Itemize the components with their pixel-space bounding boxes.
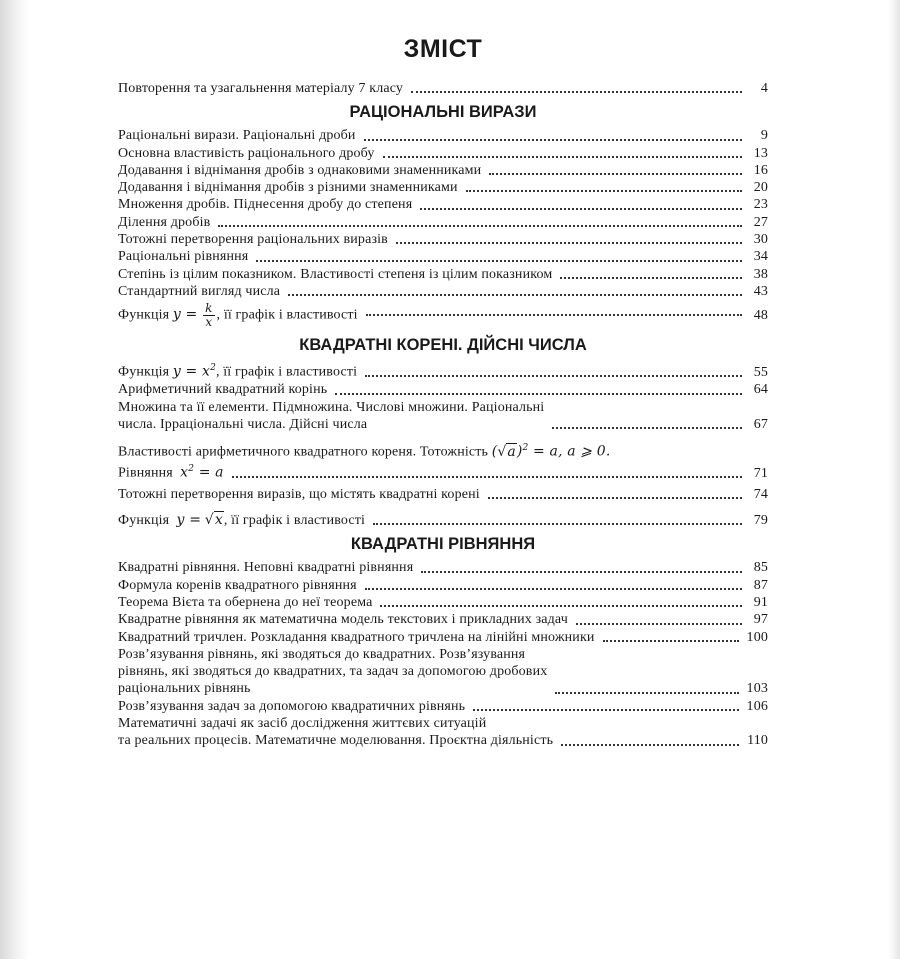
dot-leader <box>488 497 742 499</box>
entry-text: Арифметичний квадратний корінь <box>118 382 328 398</box>
toc-section-quadratic-equations <box>118 559 768 749</box>
toc-entry[interactable] <box>118 629 768 646</box>
entry-text <box>118 646 547 698</box>
entry-text: Тотожні перетворення виразів, що містять квадратні корені <box>118 487 480 503</box>
toc-entry[interactable] <box>118 196 768 213</box>
dot-leader <box>218 225 742 227</box>
scan-shadow-right <box>888 0 900 959</box>
entry-text <box>118 302 358 329</box>
entry-text: Квадратні рівняння. Неповні квадратні рівняння <box>118 560 414 576</box>
section-heading-rational-expressions: РАЦІОНАЛЬНІ ВИРАЗИ <box>349 103 537 122</box>
page-number: 87 <box>753 577 768 593</box>
page-number: 34 <box>753 249 768 265</box>
dot-leader <box>380 605 742 607</box>
page-number: 100 <box>746 629 768 645</box>
radicand: x <box>214 512 223 529</box>
page-number: 106 <box>746 698 768 714</box>
page-number: 67 <box>753 416 768 432</box>
page-title: ЗМІСТ <box>403 35 483 63</box>
dot-leader <box>561 744 739 746</box>
dot-leader <box>383 156 742 158</box>
fraction-denominator: x <box>205 314 213 329</box>
formula-open-paren: ( <box>491 443 498 460</box>
dot-leader <box>365 588 742 590</box>
toc-entry[interactable] <box>118 360 768 381</box>
page-number: 27 <box>753 214 768 230</box>
exponent: 2 <box>210 363 216 374</box>
square-root: √x <box>204 512 223 529</box>
entry-line: числа. Ірраціональні числа. Дійсні числа <box>118 416 368 432</box>
entry-line: Розв’язування рівнянь, які зводяться до квадратних. Розв’язування <box>118 646 526 662</box>
toc-entry[interactable] <box>118 698 768 715</box>
entry-suffix: , її графік і властивості <box>223 513 366 529</box>
page-number: 43 <box>753 283 768 299</box>
dot-leader <box>421 571 742 573</box>
fraction <box>203 302 214 329</box>
page-number: 110 <box>747 733 768 749</box>
entry-line: Множина та її елементи. Підмножина. Числові множини. Раціональні <box>118 399 545 415</box>
toc-entry[interactable] <box>118 162 768 179</box>
entry-line: та реальних процесів. Математичне моделювання. Проєктна діяльність <box>118 733 554 749</box>
toc-entry[interactable] <box>118 214 768 231</box>
toc-entry[interactable] <box>118 611 768 628</box>
toc-entry[interactable] <box>118 231 768 248</box>
entry-text: Тотожні перетворення раціональних виразів <box>118 232 388 248</box>
toc-section-rational-expressions <box>118 127 768 330</box>
page-number: 4 <box>760 81 768 96</box>
exponent: 2 <box>522 443 529 454</box>
entry-text <box>118 360 357 381</box>
toc-entry[interactable] <box>118 594 768 611</box>
page-number: 23 <box>753 197 768 213</box>
toc-entry[interactable] <box>118 399 768 434</box>
table-of-contents <box>118 32 768 750</box>
dot-leader <box>366 314 742 316</box>
toc-entry[interactable] <box>118 486 768 503</box>
entry-text: Додавання і віднімання дробів з різними знаменниками <box>118 180 458 196</box>
formula: y = x <box>172 363 211 380</box>
entry-text <box>118 399 544 434</box>
section-heading-square-roots: КВАДРАТНІ КОРЕНІ. ДІЙСНІ ЧИСЛА <box>299 336 587 355</box>
page-number: 64 <box>753 382 768 398</box>
toc-entry[interactable] <box>118 127 768 144</box>
dot-leader <box>335 393 742 395</box>
entry-text: Формула коренів квадратного рівняння <box>118 577 357 593</box>
page-number: 74 <box>753 487 768 503</box>
toc-entry[interactable] <box>118 507 768 529</box>
entry-text: Множення дробів. Піднесення дробу до степеня <box>118 197 413 213</box>
dot-leader <box>396 242 742 244</box>
page-number: 9 <box>760 128 768 144</box>
toc-entry[interactable] <box>118 577 768 594</box>
entry-suffix: , її графік і властивості <box>215 364 358 380</box>
entry-text: Повторення та узагальнення матеріалу 7 класу <box>118 81 404 96</box>
entry-prefix: Рівняння <box>118 465 173 481</box>
toc-entry[interactable] <box>118 300 768 330</box>
dot-leader <box>552 427 742 429</box>
dot-leader <box>489 173 742 175</box>
entry-text: Теорема Вієта та обернена до неї теорема <box>118 594 373 610</box>
page-number: 48 <box>753 307 768 323</box>
toc-intro <box>118 80 768 97</box>
formula: x <box>180 464 189 481</box>
dot-leader <box>555 692 738 694</box>
formula-lhs: y = <box>172 306 198 323</box>
toc-entry[interactable] <box>118 248 768 265</box>
dot-leader <box>365 375 742 377</box>
page-number: 91 <box>753 594 768 610</box>
square-root: √a <box>497 443 516 460</box>
dot-leader <box>373 523 742 525</box>
section-heading-quadratic-equations: КВАДРАТНІ РІВНЯННЯ <box>350 535 536 554</box>
toc-entry[interactable] <box>118 266 768 283</box>
toc-section-square-roots <box>118 360 768 529</box>
fraction-numerator: k <box>205 300 213 315</box>
dot-leader <box>473 709 738 711</box>
entry-line: Математичні задачі як засіб дослідження життєвих ситуацій <box>118 716 487 732</box>
entry-text <box>118 715 553 750</box>
entry-text <box>118 461 224 482</box>
toc-entry[interactable] <box>118 559 768 576</box>
toc-entry[interactable] <box>118 381 768 398</box>
toc-entry-intro[interactable] <box>118 80 768 97</box>
entry-text: Додавання і віднімання дробів з однаковими знаменниками <box>118 162 482 178</box>
toc-entry[interactable] <box>118 283 768 300</box>
page-number: 20 <box>753 180 768 196</box>
entry-text: Стандартний вигляд числа <box>118 283 281 299</box>
dot-leader <box>288 294 742 296</box>
toc-entry[interactable] <box>118 437 768 461</box>
entry-text: Основна властивість раціонального дробу <box>118 145 375 161</box>
toc-entry[interactable] <box>118 461 768 482</box>
formula-close-paren: ) <box>516 443 523 460</box>
dot-leader <box>364 139 742 141</box>
formula: y = <box>176 512 202 529</box>
entry-text: Ділення дробів <box>118 214 211 230</box>
page-number: 55 <box>753 364 768 380</box>
exponent: 2 <box>188 464 195 475</box>
dot-leader <box>576 623 742 625</box>
toc-entry[interactable] <box>118 145 768 162</box>
dot-leader <box>420 208 742 210</box>
entry-text: Степінь із цілим показником. Властивості степеня із цілим показником <box>118 266 553 282</box>
dot-leader <box>560 277 742 279</box>
dot-leader <box>232 476 742 478</box>
entry-text: Розв’язування задач за допомогою квадратичних рівнянь <box>118 698 466 714</box>
page-number: 103 <box>746 681 768 697</box>
dot-leader <box>466 190 742 192</box>
formula-tail: = a, a ⩾ 0. <box>528 443 611 460</box>
toc-entry[interactable] <box>118 715 768 750</box>
entry-prefix: Властивості арифметичного квадратного кореня. Тотожність <box>118 444 489 460</box>
page-number: 79 <box>753 513 768 529</box>
entry-line: раціональних рівнянь <box>118 681 251 697</box>
dot-leader <box>256 260 742 262</box>
entry-prefix: Функція <box>118 364 170 380</box>
page-number: 38 <box>753 266 768 282</box>
scan-shadow-left <box>0 0 30 959</box>
toc-entry[interactable] <box>118 646 768 698</box>
entry-text <box>118 512 365 529</box>
page-number: 13 <box>753 145 768 161</box>
entry-text: Квадратний тричлен. Розкладання квадратного тричлена на лінійні множники <box>118 629 595 645</box>
entry-prefix: Функція <box>118 307 170 323</box>
entry-text: Квадратне рівняння як математична модель текстових і прикладних задач <box>118 612 568 628</box>
entry-text: Раціональні рівняння <box>118 249 249 265</box>
toc-entry[interactable] <box>118 179 768 196</box>
formula-tail: = a <box>194 464 224 481</box>
page-number: 85 <box>753 560 768 576</box>
page-number: 16 <box>753 162 768 178</box>
page-number: 97 <box>753 612 768 628</box>
entry-suffix: , її графік і властивості <box>216 307 358 323</box>
page-number: 30 <box>753 232 768 248</box>
entry-text: Раціональні вирази. Раціональні дроби <box>118 128 356 144</box>
entry-line: рівнянь, які зводяться до квадратних, та задач за допомогою дробових <box>118 664 548 680</box>
entry-prefix: Функція <box>118 513 170 529</box>
entry-text <box>118 440 610 461</box>
page-number: 71 <box>753 465 768 481</box>
dot-leader <box>411 91 742 93</box>
radicand: a <box>507 443 516 460</box>
dot-leader <box>603 640 739 642</box>
